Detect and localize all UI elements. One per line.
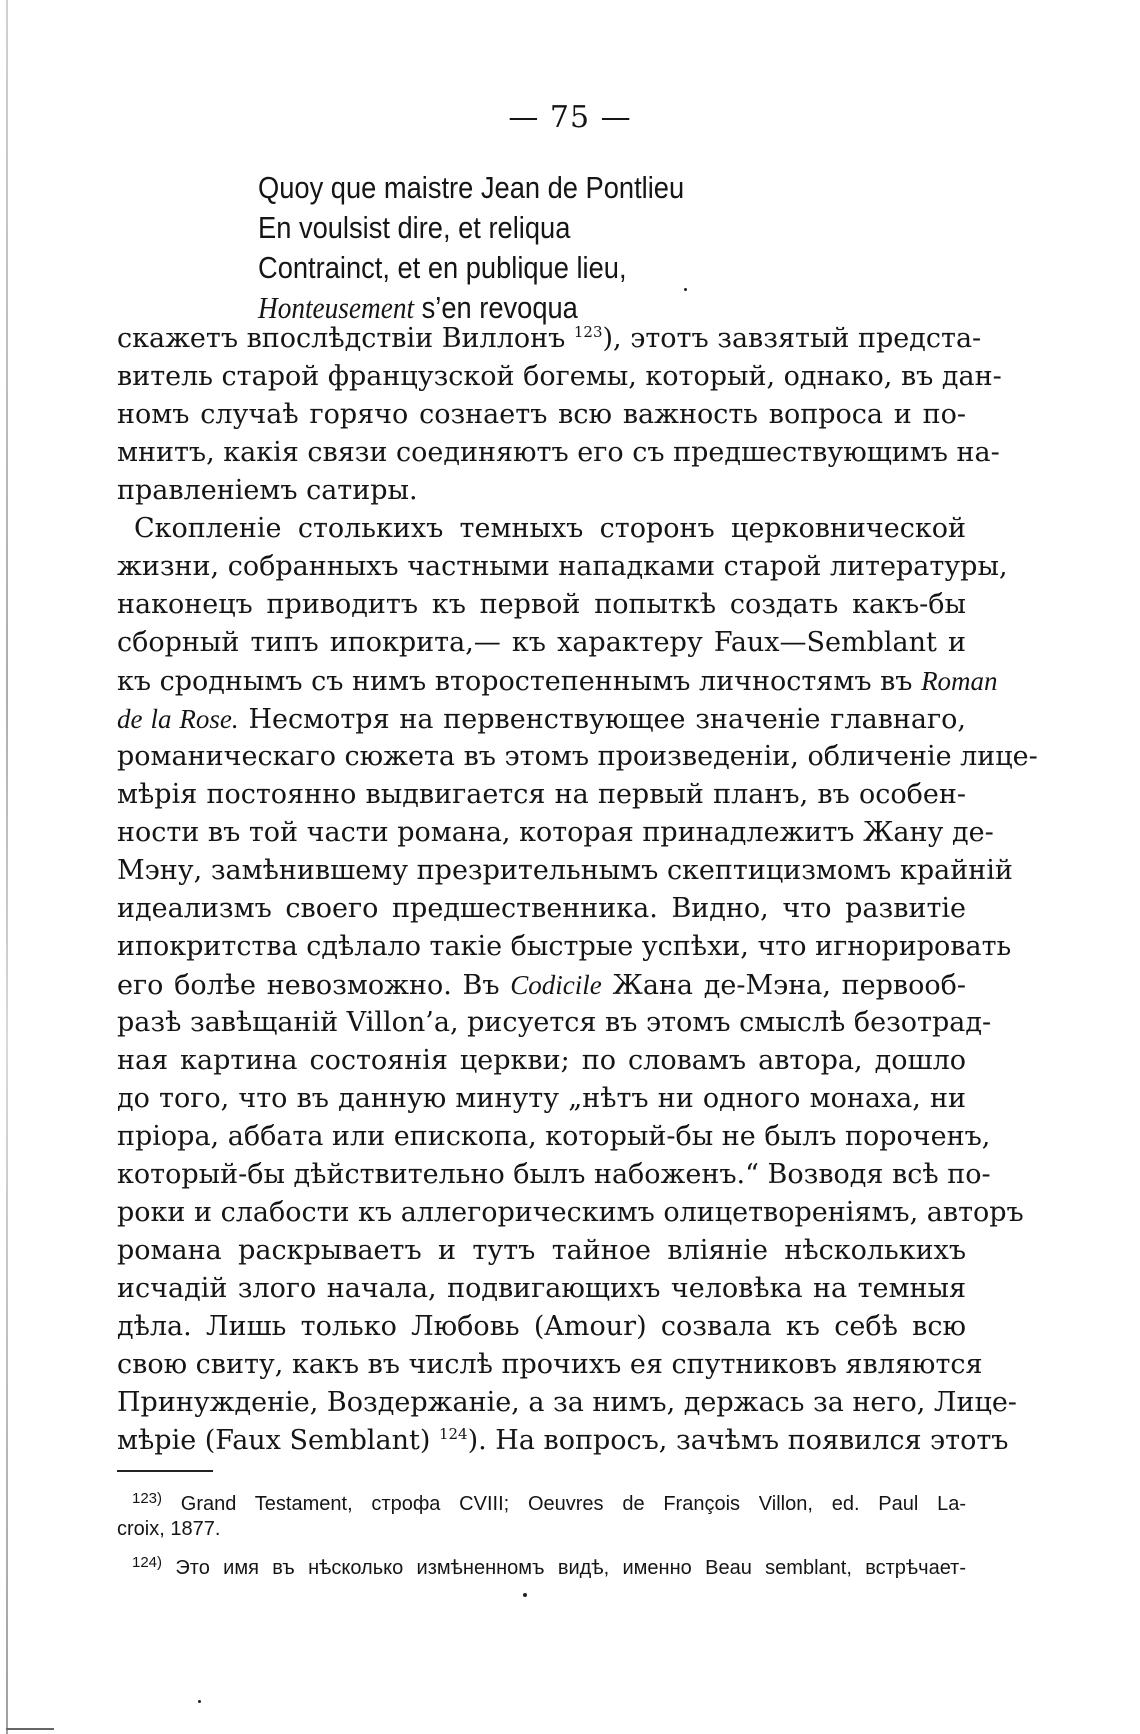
- verse-italic-word: Honteusement: [258, 290, 415, 325]
- body-line: который-бы дѣйствительно былъ набоженъ.“ Возводя всѣ по-: [117, 1159, 991, 1190]
- text-run: его болѣе невозможно. Въ: [117, 970, 511, 1001]
- verse-quote: [258, 168, 684, 328]
- body-line: идеализмъ своего предшественника. Видно, что развитіе: [117, 893, 966, 924]
- italic-title: de la Rose.: [117, 704, 239, 734]
- scan-speck: [684, 288, 687, 291]
- body-line: сборный типъ ипокрита,— къ характеру Faux—Semblant и: [117, 627, 966, 658]
- body-line: мѣрія постоянно выдвигается на первый планъ, въ особен-: [117, 779, 966, 810]
- body-line: пріора, аббата или епископа, который-бы не былъ пороченъ,: [117, 1121, 991, 1152]
- body-line: разѣ завѣщаній Villon’а, рисуется въ этомъ смыслѣ безотрад-: [117, 1007, 992, 1038]
- body-line: [117, 662, 998, 700]
- body-line: дѣла. Лишь только Любовь (Amour) созвала къ себѣ всю: [117, 1311, 966, 1342]
- body-line: Мэну, замѣнившему презрительнымъ скептицизмомъ крайній: [117, 855, 1013, 886]
- verse-line: Quoy que maistre Jean de Pontlieu: [258, 170, 685, 205]
- footnote-text: Это имя въ нѣсколько измѣненномъ видѣ, именно Beau semblant, встрѣчает-: [162, 1557, 966, 1579]
- body-line: [117, 320, 982, 358]
- text-run: ), этотъ завзятый предста-: [602, 323, 982, 354]
- body-line: Принужденіе, Воздержаніе, а за нимъ, держась за него, Лице-: [117, 1387, 1017, 1418]
- body-line: ипокритства сдѣлало такіе быстрые успѣхи, что игнорировать: [117, 931, 1012, 962]
- body-line: романа раскрываетъ и тутъ тайное вліяніе нѣсколькихъ: [117, 1235, 966, 1266]
- text-run: ). На вопросъ, зачѣмъ появился этотъ: [467, 1425, 1009, 1456]
- body-line: ная картина состоянія церкви; по словамъ автора, дошло: [117, 1045, 966, 1076]
- body-line: номъ случаѣ горячо сознаетъ всю важность вопроса и по-: [117, 399, 966, 430]
- body-line: до того, что въ данную минуту „нѣтъ ни одного монаха, ни: [117, 1083, 966, 1114]
- text-run: къ сроднымъ съ нимъ второстепеннымъ личностямъ въ: [117, 666, 922, 697]
- verse-line: Contrainct, et en publique lieu,: [258, 250, 627, 285]
- scan-edge-mark: [6, 1728, 54, 1730]
- body-line: [117, 700, 966, 738]
- body-line: ности въ той части романа, которая принадлежитъ Жану де-: [117, 817, 994, 848]
- text-run: скажетъ впослѣдствіи Виллонъ: [117, 323, 574, 354]
- body-line: свою свиту, какъ въ числѣ прочихъ ея спутниковъ являются: [117, 1349, 983, 1380]
- scan-speck: [198, 1700, 201, 1703]
- footnote-123-cont: croix, 1877.: [117, 1518, 221, 1540]
- body-line: мнитъ, какія связи соединяютъ его съ предшествующимъ на-: [117, 437, 1000, 468]
- scan-edge: [6, 0, 8, 1734]
- body-line: романическаго сюжета въ этомъ произведеніи, обличеніе лице-: [117, 741, 1038, 772]
- body-line: [117, 966, 966, 1004]
- text-run: мѣріе (Faux Semblant): [117, 1425, 439, 1456]
- body-line: витель старой французской богемы, который, однако, въ дан-: [117, 361, 1002, 392]
- footnote-text: Grand Testament, строфа CVIII; Oeuvres de François Villon, ed. Paul La-: [162, 1493, 966, 1515]
- text-run: Жана де-Мэна, первооб-: [601, 970, 966, 1001]
- body-line: [117, 1422, 1009, 1460]
- italic-title: Roman: [921, 666, 998, 696]
- body-line: правленіемъ сатиры.: [117, 475, 418, 506]
- body-line: жизни, собранныхъ частными нападками старой литературы,: [117, 551, 1008, 582]
- verse-line: En voulsist dire, et reliqua: [258, 210, 571, 245]
- body-line: роки и слабости къ аллегорическимъ олицетвореніямъ, авторъ: [117, 1197, 1024, 1228]
- footnote-rule: [117, 1470, 213, 1472]
- italic-title: Codicile: [510, 970, 602, 1000]
- footnote-marker: 123): [132, 1490, 163, 1507]
- text-run: Несмотря на первенствующее значеніе главнаго,: [238, 704, 966, 735]
- body-line: исчадій злого начала, подвигающихъ человѣка на темныя: [117, 1273, 966, 1304]
- verse-line-rest: s’en revoqua: [414, 290, 578, 325]
- body-line: наконецъ приводитъ къ первой попыткѣ создать какъ-бы: [117, 589, 966, 620]
- paragraph-first-line: Скопленіе столькихъ темныхъ сторонъ церковнической: [134, 513, 966, 544]
- footnote-marker: 124): [132, 1554, 163, 1571]
- footnote-124: [132, 1548, 966, 1578]
- page-number: — 75 —: [508, 100, 632, 135]
- scan-speck: [523, 1593, 527, 1597]
- footnote-ref-123: 123: [573, 323, 603, 341]
- footnote-123: [132, 1484, 966, 1514]
- footnote-ref-124: 124: [438, 1425, 468, 1443]
